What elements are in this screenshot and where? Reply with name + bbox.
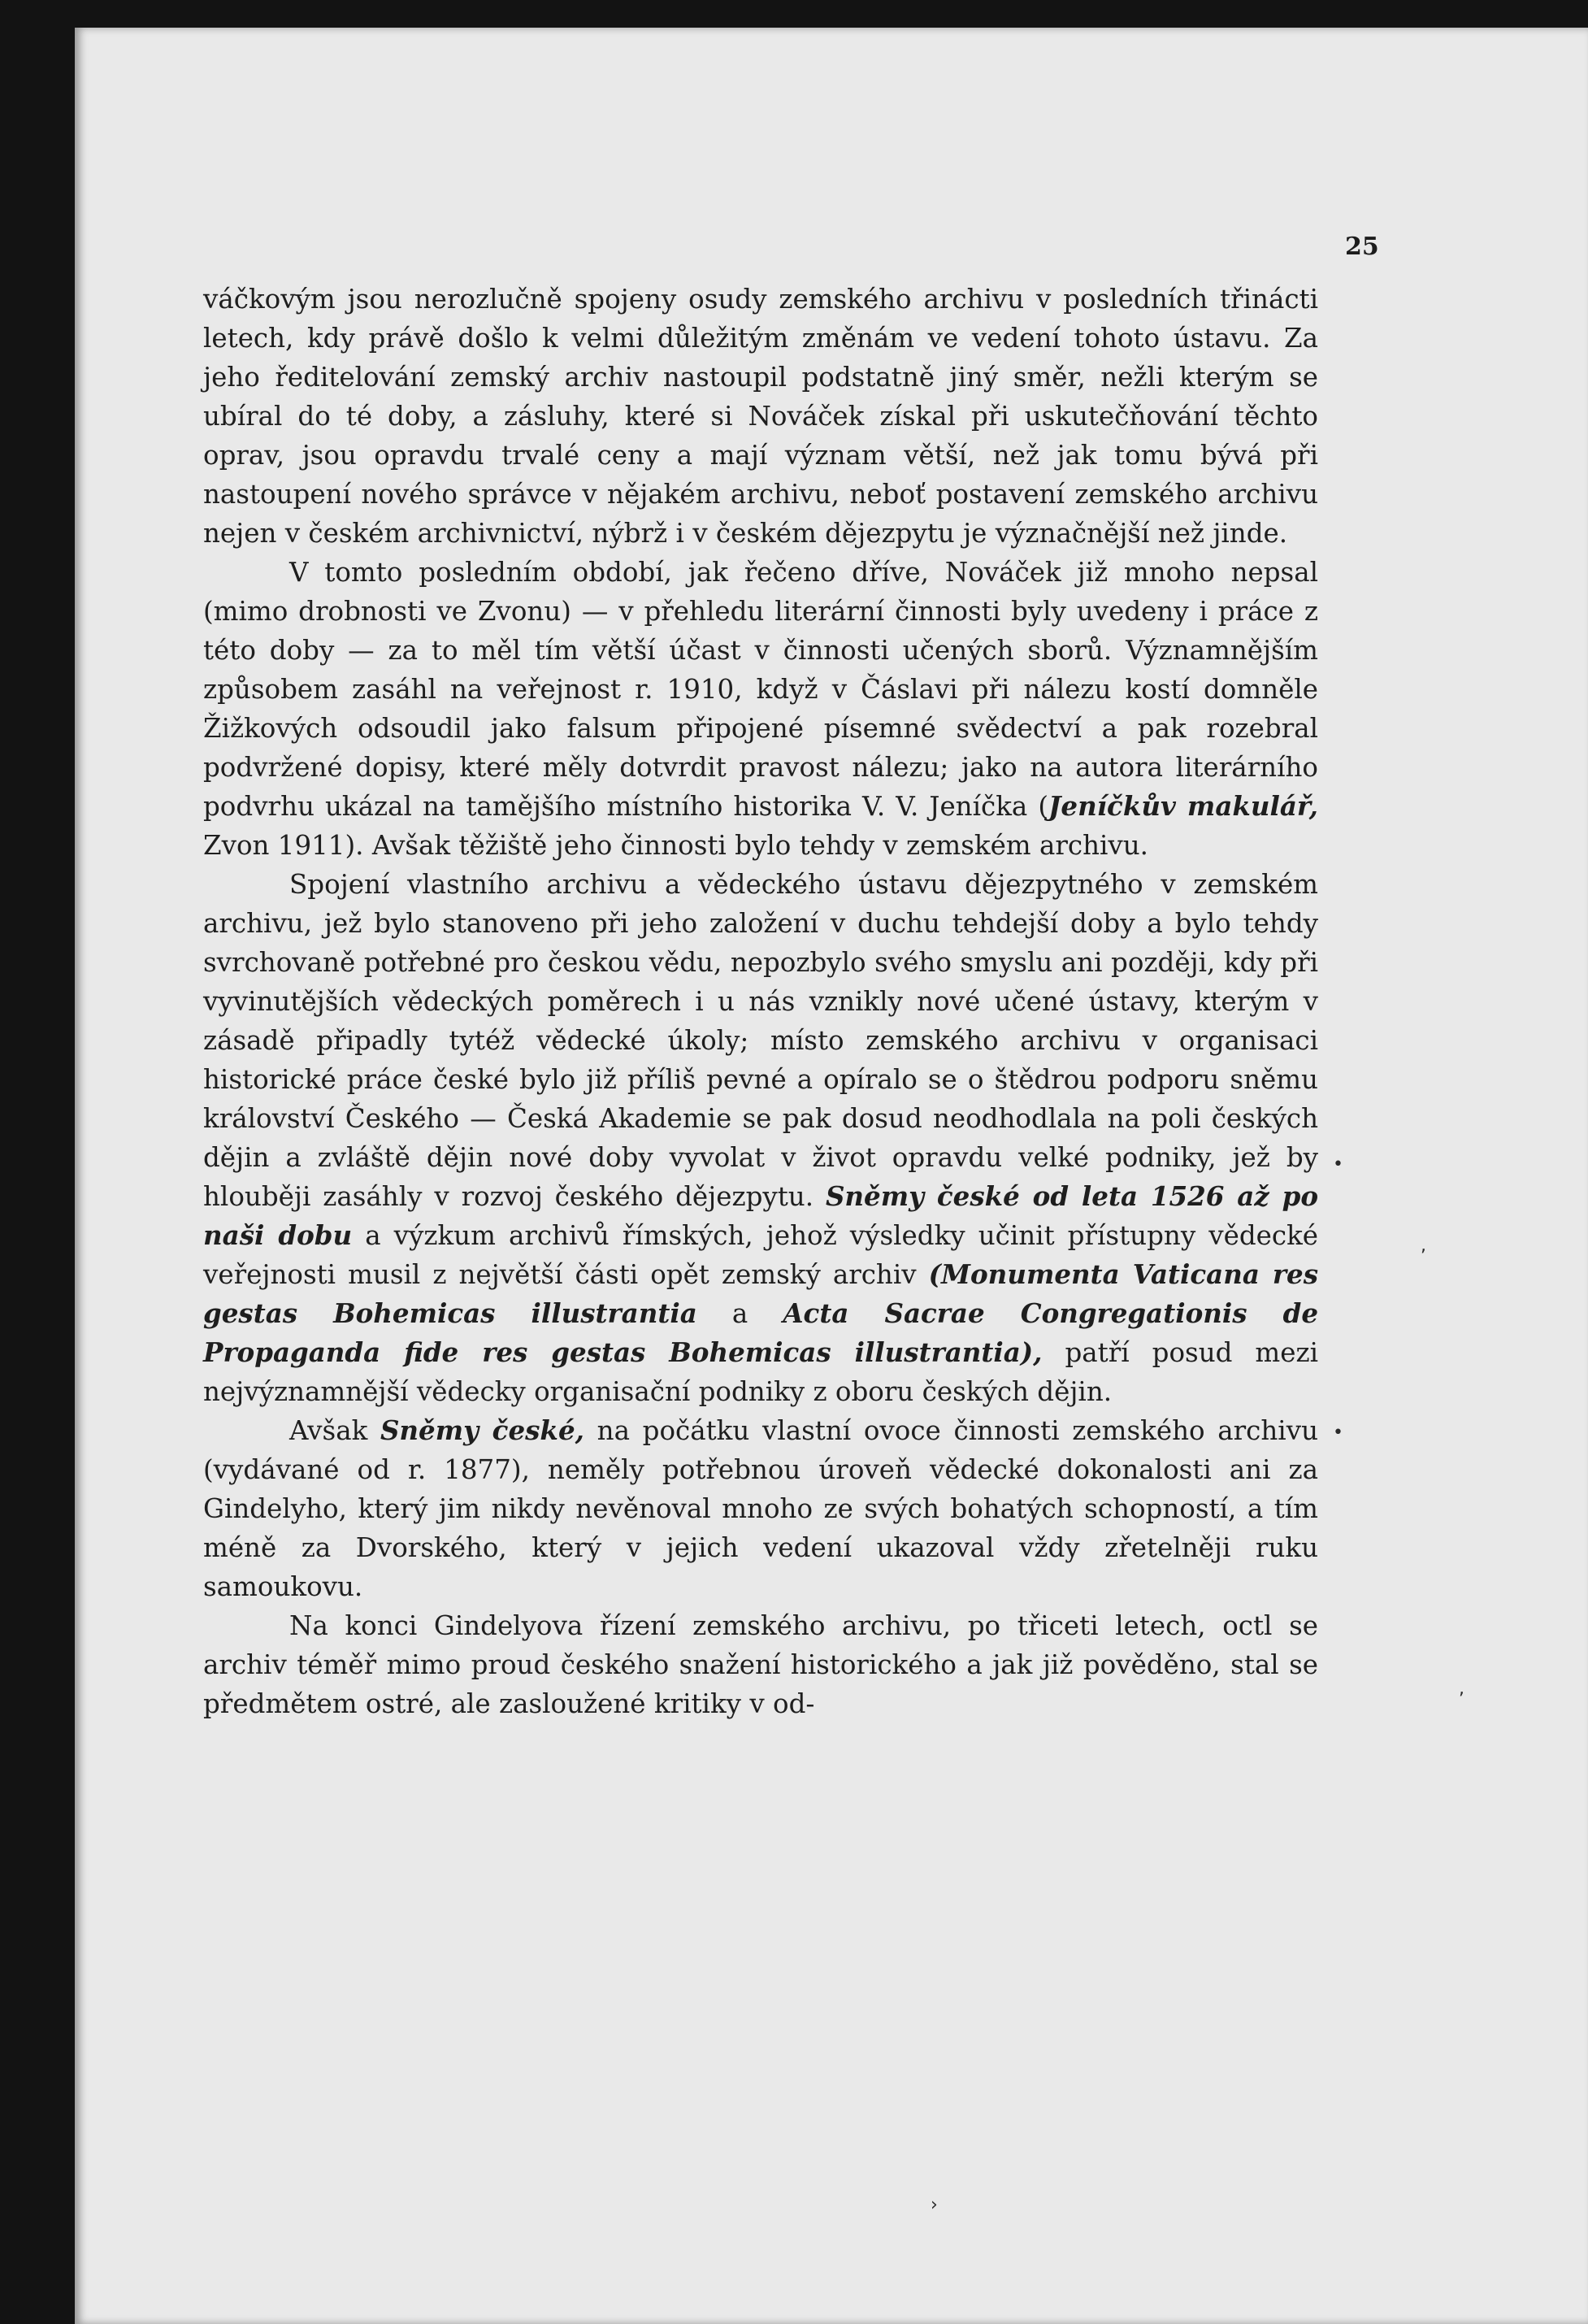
italic-title: (Monumenta Vaticana res gestas Bohemicas illustrantia: [203, 1258, 1319, 1329]
italic-title: Sněmy české od leta 1526 až po naši dobu: [203, 1180, 1318, 1251]
text-segment: váčkovým jsou nerozlučně spojeny osudy zemského archivu v posledních třinácti letech, kdy právě došlo k velmi důležitým změnám ve vedení tohoto ústavu. Za jeho ředitelování zemský archiv nastoupil podstatně jiný směr, nežli kterým se ubíral do té doby, a zásluhy, které si Nováček získal při uskutečňování těchto oprav, jsou opravdu trvalé ceny a mají význam větší, než jak tomu bývá při nastoupení nového správce v nějakém archivu, neboť postavení zemského archivu nejen v českém archivnictví, nýbrž i v českém dějezpytu je význačnější než jinde.: [203, 284, 1318, 549]
dust-speck: ,: [1459, 1679, 1464, 1699]
paragraph-5: [203, 1606, 1318, 1723]
italic-title: Sněmy české,: [380, 1414, 584, 1446]
text-segment: V tomto posledním období, jak řečeno dříve, Nováček již mnoho nepsal (mimo drobnosti ve Zvonu) — v přehledu literární činnosti byly uvedeny i práce z této doby — za to měl tím větší účast v činnosti učených sborů. Významnějším způsobem zasáhl na veřejnost r. 1910, když v Čáslavi při nálezu kostí domněle Žižkových odsoudil jako falsum připojené písemné svědectví a pak rozebral podvržené dopisy, které měly dotvrdit pravost nálezu; jako na autora literárního podvrhu ukázal na tamějšího místního historika V. V. Jeníčka (: [203, 557, 1318, 822]
text-segment: Avšak: [289, 1415, 380, 1446]
paragraph-3: [203, 865, 1318, 1411]
text-segment: patří posud mezi nejvýznamnější vědecky organisační podniky z oboru českých dějin.: [203, 1337, 1318, 1407]
paragraph-1: [203, 280, 1318, 553]
dust-speck: •: [1333, 1154, 1343, 1175]
text-segment: Zvon 1911). Avšak těžiště jeho činnosti bylo tehdy v zemském archivu.: [203, 830, 1149, 861]
text-segment: Na konci Gindelyova řízení zemského archivu, po třiceti letech, octl se archiv téměř mimo proud českého snažení historického a jak již pověděno, stal se předmětem ostré, ale zasloužené kritiky v od-: [203, 1610, 1318, 1719]
italic-title: Acta Sacrae Congregationis de Propaganda fide res gestas Bohemicas illustrantia),: [203, 1297, 1318, 1368]
italic-title: Jeníčkův makulář,: [1048, 790, 1318, 822]
page-number: 25: [1345, 232, 1379, 261]
dust-speck: ,: [1421, 1236, 1426, 1256]
dust-speck: ›: [931, 2195, 938, 2215]
paragraph-2: [203, 553, 1318, 865]
body-text: [203, 280, 1318, 1723]
text-segment: na počátku vlastní ovoce činnosti zemského archivu (vydávané od r. 1877), neměly potřebnou úroveň vědecké dokonalosti ani za Gindelyho, který jim nikdy nevěnoval mnoho ze svých bohatých schopností, a tím méně za Dvorského, který v jejich vedení ukazoval vždy zřetelněji ruku samoukovu.: [203, 1415, 1318, 1602]
text-segment: a výzkum archivů římských, jehož výsledky učinit přístupny vědecké veřejnosti musil z největší části opět zemský archiv: [203, 1220, 1319, 1290]
text-segment: Spojení vlastního archivu a vědeckého ústavu dějezpytného v zemském archivu, jež bylo stanoveno při jeho založení v duchu tehdejší doby a bylo tehdy svrchovaně potřebné pro českou vědu, nepozbylo svého smyslu ani později, kdy při vyvinutějších vědeckých poměrech i u nás vznikly nové učené ústavy, kterým v zásadě připadly tytéž vědecké úkoly; místo zemského archivu v organisaci historické práce české bylo již příliš pevné a opíralo se o štědrou podporu sněmu království Českého — Česká Akademie se pak dosud neodhodlala na poli českých dějin a zvláště dějin nové doby vyvolat v život opravdu velké podniky, jež by hlouběji zasáhly v rozvoj českého dějezpytu.: [203, 869, 1318, 1212]
paragraph-4: [203, 1411, 1318, 1606]
dust-speck: •: [1333, 1423, 1343, 1443]
text-segment: a: [696, 1298, 783, 1329]
